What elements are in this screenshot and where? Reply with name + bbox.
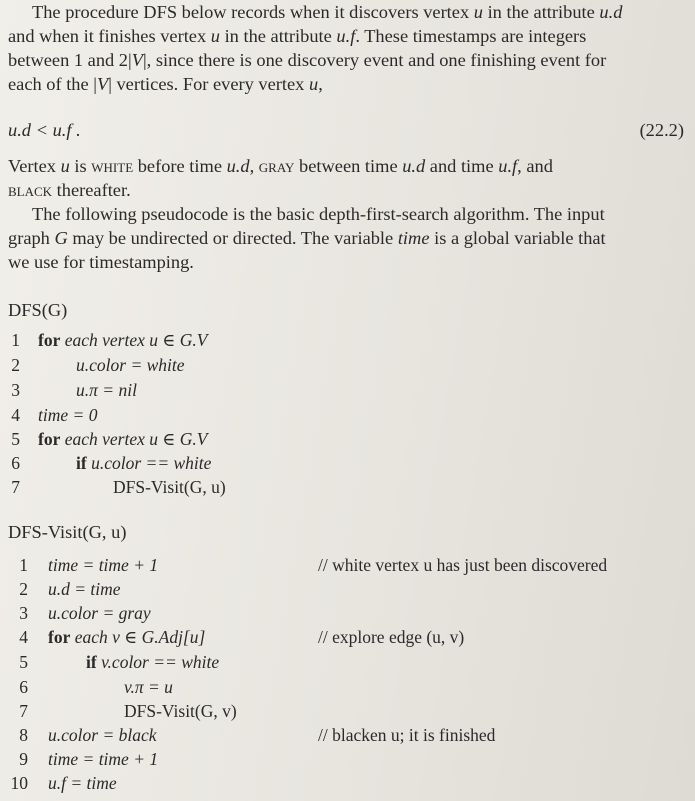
code-text: u.color = gray [48, 603, 151, 623]
pseudo-text: graph [8, 228, 55, 248]
line-number: 3 [19, 603, 28, 623]
color-text: is [69, 156, 92, 176]
var-u: u [60, 156, 70, 176]
line-number: 5 [19, 652, 28, 672]
intro-text: and when it finishes vertex [8, 26, 211, 46]
intro-text: in the attribute [219, 26, 337, 46]
var-ud: u.d [226, 156, 250, 176]
var-u: u [308, 74, 319, 94]
line-number: 7 [19, 701, 28, 721]
line-number: 10 [10, 773, 28, 793]
intro-paragraph [8, 0, 686, 96]
code-text: u.color = white [76, 355, 185, 375]
var-u: u [473, 2, 483, 22]
code-text: time = time + 1 [48, 749, 159, 769]
black-label: black [8, 180, 53, 200]
var-V: V [131, 50, 143, 70]
pseudocode-paragraph [8, 202, 686, 274]
code-text: time = 0 [38, 405, 98, 425]
keyword-for: for [48, 627, 71, 647]
keyword-if: if [86, 652, 97, 672]
code-text: DFS-Visit(G, u) [113, 477, 226, 497]
line-number: 1 [19, 555, 28, 575]
white-label: white [91, 156, 134, 176]
dfs-title: DFS(G) [8, 300, 68, 320]
intro-text: , [318, 74, 323, 94]
var-ud: u.d [599, 2, 623, 22]
var-u: u [210, 26, 220, 46]
color-text: thereafter. [52, 180, 131, 200]
color-text: between time [294, 156, 403, 176]
intro-text: between 1 and 2| [8, 50, 132, 70]
code-text: each vertex u ∈ G.V [60, 429, 208, 449]
var-uf: u.f [498, 156, 518, 176]
code-text: v.color == white [96, 652, 220, 672]
pseudo-text: may be undirected or directed. The variable [67, 228, 398, 248]
var-uf: u.f [336, 26, 356, 46]
line-number: 8 [19, 725, 28, 745]
var-time: time [397, 228, 430, 248]
var-V: V [96, 74, 109, 94]
dfs-visit-title: DFS-Visit(G, u) [8, 522, 127, 542]
pseudo-text: is a global variable that [429, 228, 606, 248]
pseudo-text: we use for timestamping. [8, 252, 194, 272]
line-number: 3 [11, 380, 20, 400]
color-text: before time [133, 156, 227, 176]
line-number: 9 [19, 749, 28, 769]
code-text: time = time + 1 [48, 555, 159, 575]
keyword-if: if [76, 453, 87, 473]
line-number: 6 [11, 453, 20, 473]
intro-text: in the attribute [482, 2, 600, 22]
code-text: u.π = nil [76, 380, 137, 400]
equation-number: (22.2) [639, 120, 684, 140]
gray-label: gray [258, 156, 295, 176]
code-text: u.d = time [48, 579, 121, 599]
line-number: 7 [11, 477, 20, 497]
code-text: each v ∈ G.Adj[u] [70, 627, 206, 647]
equation-22-2 [8, 118, 684, 142]
keyword-for: for [38, 429, 61, 449]
line-number: 1 [11, 330, 20, 350]
code-text: u.color == white [86, 453, 212, 473]
color-text: Vertex [8, 156, 61, 176]
equation-expression: u.d < u.f . [8, 120, 81, 140]
line-number: 2 [19, 579, 28, 599]
color-text: , and [517, 156, 553, 176]
line-number: 2 [11, 355, 20, 375]
color-paragraph [8, 154, 686, 202]
var-ud: u.d [402, 156, 426, 176]
line-number: 4 [19, 627, 28, 647]
color-text: , [249, 156, 259, 176]
color-text: and time [425, 156, 499, 176]
code-text: u.color = black [48, 725, 157, 745]
code-text: u.f = time [48, 773, 117, 793]
line-number: 6 [19, 677, 28, 697]
pseudo-text: The following pseudocode is the basic depth-first-search algorithm. The input [32, 204, 605, 224]
code-text: each vertex u ∈ G.V [60, 330, 208, 350]
line-number: 4 [11, 405, 20, 425]
line-number: 5 [11, 429, 20, 449]
intro-text: |, since there is one discovery event and one finishing event for [142, 50, 607, 70]
intro-text: | vertices. For every vertex [108, 74, 309, 94]
code-text: DFS-Visit(G, v) [124, 701, 237, 721]
intro-text: each of the | [8, 74, 97, 94]
code-comment: // white vertex u has just been discovered [318, 555, 608, 575]
var-G: G [54, 228, 68, 248]
code-comment: // blacken u; it is finished [318, 725, 496, 745]
intro-text: . These timestamps are integers [355, 26, 587, 46]
keyword-for: for [38, 330, 61, 350]
code-comment: // explore edge (u, v) [318, 627, 465, 647]
code-text: v.π = u [124, 677, 173, 697]
intro-text: The procedure DFS below records when it discovers vertex [32, 2, 474, 22]
